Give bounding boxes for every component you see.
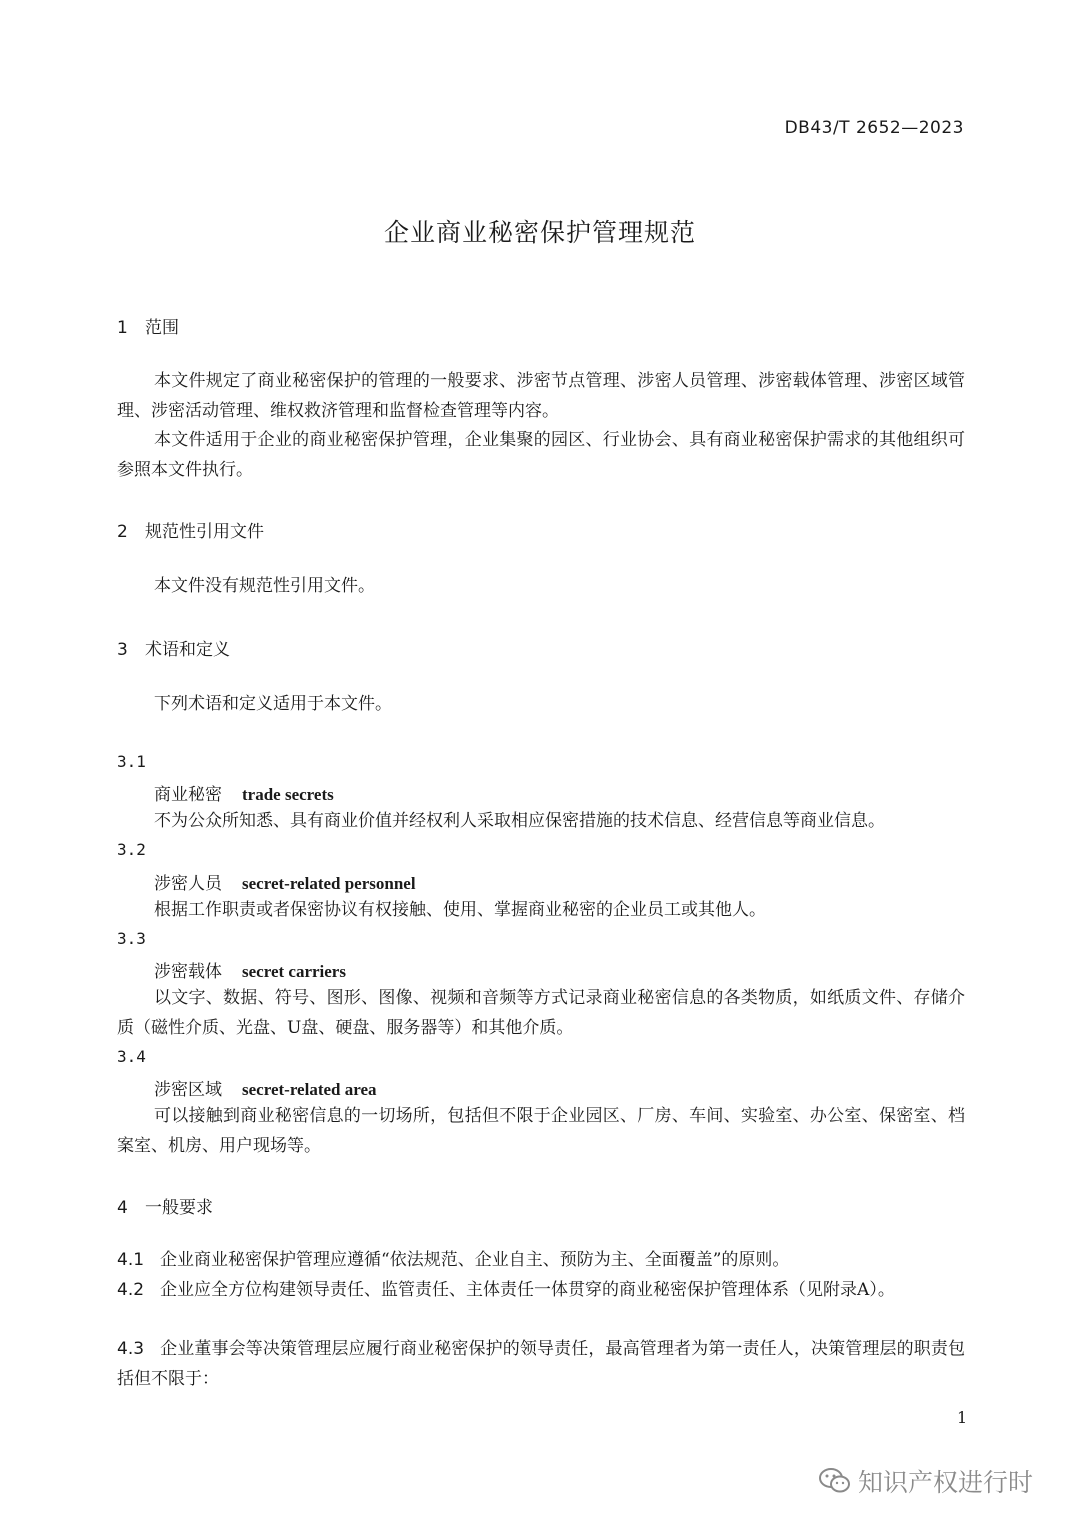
paragraph: 本文件规定了商业秘密保护的管理的一般要求、涉密节点管理、涉密人员管理、涉密载体管理、涉密区域管理、涉密活动管理、维权救济管理和监督检查管理等内容。	[117, 371, 965, 421]
term-en: secret-related area	[242, 1080, 377, 1099]
section-heading-4	[117, 1193, 213, 1218]
paragraph: 本文件适用于企业的商业秘密保护管理，企业集聚的园区、行业协会、具有商业秘密保护需求的其他组织可参照本文件执行。	[117, 430, 965, 480]
term-heading	[154, 1075, 377, 1100]
term-number: 3.1	[117, 752, 146, 771]
standard-number: DB43/T 2652—2023	[784, 118, 964, 138]
section-number: 3	[117, 640, 128, 660]
clause-number: 4.1	[117, 1250, 145, 1270]
section-number: 4	[117, 1198, 128, 1218]
watermark	[818, 1463, 1033, 1501]
term-en: secret-related personnel	[242, 874, 416, 893]
section-title: 术语和定义	[145, 640, 230, 660]
term-heading	[154, 780, 334, 805]
term-definition: 可以接触到商业秘密信息的一切场所，包括但不限于企业园区、厂房、车间、实验室、办公室、保密室、档案室、机房、用户现场等。	[117, 1106, 965, 1156]
clause	[117, 1275, 965, 1305]
term-zh: 涉密区域	[154, 1080, 222, 1100]
section-heading-2	[117, 517, 264, 542]
section-number: 1	[117, 318, 128, 338]
clause-text: 企业商业秘密保护管理应遵循“依法规范、企业自主、预防为主、全面覆盖”的原则。	[160, 1250, 790, 1270]
section-title: 范围	[145, 318, 179, 338]
clause-text: 企业应全方位构建领导责任、监管责任、主体责任一体贯穿的商业秘密保护管理体系（见附录A）。	[160, 1280, 895, 1300]
section-number: 2	[117, 522, 128, 542]
document-title: 企业商业秘密保护管理规范	[383, 218, 696, 247]
clause-text: 企业董事会等决策管理层应履行商业秘密保护的领导责任，最高管理者为第一责任人，决策管理层的职责包括但不限于：	[117, 1339, 965, 1389]
term-definition: 根据工作职责或者保密协议有权接触、使用、掌握商业秘密的企业员工或其他人。	[154, 900, 766, 920]
term-definition: 不为公众所知悉、具有商业价值并经权利人采取相应保密措施的技术信息、经营信息等商业信息。	[154, 811, 885, 831]
paragraph: 本文件没有规范性引用文件。	[154, 576, 375, 596]
section-heading-3	[117, 635, 230, 660]
paragraph: 下列术语和定义适用于本文件。	[154, 694, 392, 714]
term-number: 3.2	[117, 840, 146, 859]
clause-number: 4.3	[117, 1339, 145, 1359]
wechat-icon	[818, 1467, 852, 1501]
term-zh: 商业秘密	[154, 785, 222, 805]
page-number: 1	[957, 1408, 968, 1427]
section-title: 一般要求	[145, 1198, 213, 1218]
term-zh: 涉密载体	[154, 962, 222, 982]
term-en: trade secrets	[242, 785, 334, 804]
clause-number: 4.2	[117, 1280, 145, 1300]
term-heading	[154, 869, 416, 894]
watermark-text: 知识产权进行时	[858, 1468, 1034, 1497]
section-title: 规范性引用文件	[145, 522, 264, 542]
term-definition: 以文字、数据、符号、图形、图像、视频和音频等方式记录商业秘密信息的各类物质，如纸质文件、存储介质（磁性介质、光盘、U盘、硬盘、服务器等）和其他介质。	[117, 988, 965, 1038]
term-zh: 涉密人员	[154, 874, 222, 894]
term-number: 3.4	[117, 1047, 146, 1066]
clause	[117, 1245, 965, 1275]
clause	[117, 1334, 965, 1394]
term-heading	[154, 957, 346, 982]
term-en: secret carriers	[242, 962, 346, 981]
term-number: 3.3	[117, 929, 146, 948]
section-heading-1	[117, 313, 179, 338]
